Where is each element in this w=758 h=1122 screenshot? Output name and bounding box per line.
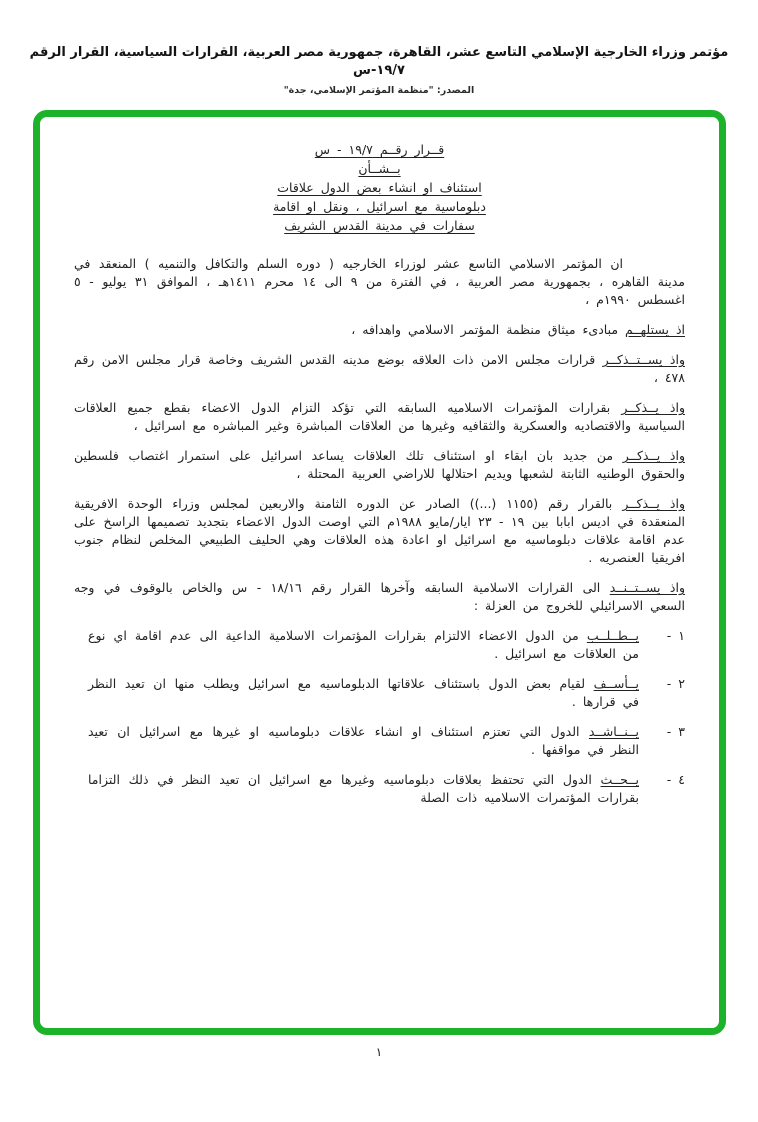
preamble-paragraph	[74, 255, 685, 309]
lead-phrase: يــأســف	[593, 676, 639, 691]
title-line-subject-1: استئناف او انشاء بعض الدول علاقات	[277, 180, 482, 195]
source-line: المصدر: "منظمة المؤتمر الإسلامي، جدة"	[283, 85, 475, 96]
lead-phrase: واذ يــذكــر	[622, 496, 685, 511]
preamble-paragraph	[74, 321, 685, 339]
lead-phrase: اذ يستلهــم	[625, 322, 685, 337]
header-title: مؤتمر وزراء الخارجية الإسلامي التاسع عشر، القاهرة، جمهورية مصر العربية، القرارات السياسية، القرار الرقم ١٩/٧-س	[29, 45, 729, 78]
paragraph-text: قرارات مجلس الامن ذات العلاقه بوضع مدينه القدس الشريف وخاصة قرار مجلس الامن رقم ٤٧٨ ،	[74, 352, 685, 385]
paragraph-text: مبادىء ميثاق منظمة المؤتمر الاسلامي واهدافه ،	[351, 322, 626, 337]
resolution-items	[74, 627, 685, 807]
item-text	[74, 627, 639, 663]
document-page	[0, 44, 758, 1122]
resolution-item	[74, 771, 685, 807]
item-number: ١ -	[666, 628, 685, 643]
item-number: ٢ -	[666, 676, 685, 691]
item-text	[74, 723, 639, 759]
paragraph-text: من الدول الاعضاء الالتزام بقرارات المؤتمرات الاسلامية الداعية الى عدم اقامة اي نوع من العلاقات مع اسرائيل .	[88, 628, 639, 661]
title-line-regarding: بــشــأن	[358, 161, 401, 176]
preamble-paragraph	[74, 351, 685, 387]
preamble-paragraph	[74, 447, 685, 483]
title-line-subject-2: دبلوماسية مع اسرائيل ، ونقل او اقامة	[273, 199, 486, 214]
lead-phrase: يــنــاشــد	[588, 724, 639, 739]
item-number: ٤ -	[666, 772, 685, 787]
lead-phrase: يــحــث	[600, 772, 639, 787]
preamble-paragraph	[74, 579, 685, 615]
resolution-item	[74, 627, 685, 663]
title-line-subject-3: سفارات في مدينة القدس الشريف	[284, 218, 475, 233]
lead-phrase: يــطــلــب	[586, 628, 639, 643]
lead-phrase: واذ يــذكــر	[621, 400, 685, 415]
resolution-item	[74, 675, 685, 711]
paragraph-text: الى القرارات الاسلامية السابقه وآخرها القرار رقم ١٨/١٦ - س والخاص بالوقوف في وجه السعي الاسرائيلي للخروج من العزلة :	[74, 580, 685, 613]
document-body	[74, 141, 685, 807]
document-frame	[33, 110, 726, 1035]
title-line-number: قــرار رقــم ١٩/٧ - س	[314, 142, 445, 157]
resolution-title	[104, 141, 655, 235]
paragraph-text: الدول التي تحتفظ بعلاقات دبلوماسيه وغيرها مع اسرائيل ان تعيد النظر في ذلك التزاما بقرارات المؤتمرات الاسلاميه ذات الصلة	[88, 772, 639, 805]
item-text	[74, 675, 639, 711]
paragraph-text: بالقرار رقم (١١٥٥ (...)) الصادر عن الدوره الثامنة والاربعين لمجلس وزراء الوحدة الافريقية المنعقدة في اديس ابابا بين ١٩ - ٢٣ ايار/مايو ١٩٨٨م التي اوصت الدول الاعضاء بتجديد تصميمها الراسخ على عدم اقامة علاقات دبلوماسيه مع اسرائيل او اعادة هذه العلاقات وهي الحليف الطبيعي المخلص لنظام جنوب افريقيا العنصريه .	[74, 496, 685, 565]
item-number: ٣ -	[666, 724, 685, 739]
page-number: ١	[375, 1045, 383, 1059]
preamble-paragraph	[74, 399, 685, 435]
resolution-item	[74, 723, 685, 759]
preamble-paragraph	[74, 495, 685, 567]
paragraph-text: بقرارات المؤتمرات الاسلاميه السابقه التي تؤكد التزام الدول الاعضاء بقطع جميع العلاقات السياسية والاقتصاديه والعسكرية والثقافيه وغيرها من العلاقات المباشرة وغير المباشره مع اسرائيل ،	[74, 400, 685, 433]
paragraph-text: الدول التي تعتزم استئناف او انشاء علاقات دبلوماسيه او غيرها مع اسرائيل ان تعيد النظر في مواقفها .	[88, 724, 639, 757]
lead-phrase: واذ يســتــنــد	[609, 580, 685, 595]
item-text	[74, 771, 639, 807]
paragraph-text: ان المؤتمر الاسلامي التاسع عشر لوزراء الخارجيه ( دوره السلم والتكافل والتنميه ) المنعقد في مدينة القاهره ، بجمهورية مصر العربية ، في الفترة من ٩ الى ١٤ محرم ١٤١١هـ ، الموافق ٣١ يوليو - ٥ اغسطس ١٩٩٠م ،	[74, 256, 685, 307]
lead-phrase: واذ يــذكــر	[622, 448, 685, 463]
paragraph-text: لقيام بعض الدول باستئناف علاقاتها الدبلوماسيه مع اسرائيل ويطلب منها ان تعيد النظر في قرارها .	[88, 676, 639, 709]
lead-phrase: واذ يســتــذكــر	[602, 352, 685, 367]
paragraph-text: من جديد بان ابقاء او استئناف تلك العلاقات يساعد اسرائيل على استمرار اغتصاب فلسطين والحقوق الوطنيه الثابتة لشعبها ويديم احتلالها للاراضي العربية المحتلة ،	[74, 448, 685, 481]
